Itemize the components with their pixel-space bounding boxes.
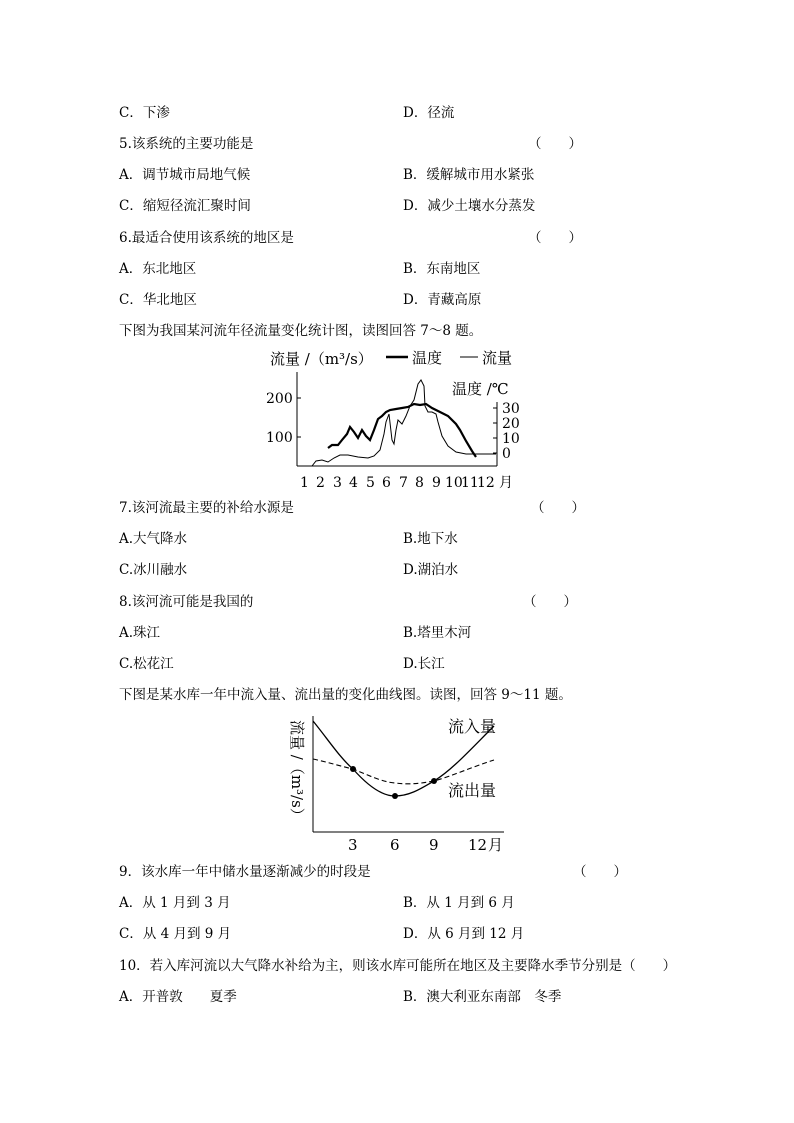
x-tick-1: 1 — [300, 475, 309, 491]
q9-stem: 9．该水库一年中储水量逐渐减少的时段是 — [119, 864, 371, 880]
outflow-label: 流出量 — [448, 781, 497, 800]
x-tick-3: 3 — [333, 475, 342, 491]
x-tick-12: 12 — [468, 836, 488, 854]
q4-option-c: C．下渗 — [119, 105, 170, 121]
x-tick-4: 4 — [349, 475, 358, 491]
right-tick-label-10: 10 — [502, 431, 520, 447]
runoff-temperature-figure — [262, 344, 532, 494]
q6-option-b: B．东南地区 — [403, 261, 481, 277]
q9-option-b: B．从 1 月到 6 月 — [403, 895, 515, 911]
q9-answer-paren: （ ） — [573, 864, 627, 880]
x-tick-2: 2 — [316, 475, 325, 491]
q7-stem: 7.该河流最主要的补给水源是 — [119, 500, 294, 516]
q7-option-c: C.冰川融水 — [119, 562, 188, 578]
q6-stem: 6.最适合使用该系统的地区是 — [119, 230, 294, 246]
right-tick-label-30: 30 — [502, 401, 520, 417]
q7-option-a: A.大气降水 — [119, 531, 188, 547]
x-tick-5: 5 — [366, 475, 375, 491]
intro-9-11: 下图是某水库一年中流入量、流出量的变化曲线图。读图，回答 9～11 题。 — [119, 687, 572, 703]
q8-option-c: C.松花江 — [119, 656, 174, 672]
q8-answer-paren: （ ） — [523, 594, 577, 610]
right-axis-label: 温度 /℃ — [452, 380, 509, 398]
q5-answer-paren: （ ） — [528, 136, 582, 152]
intersection-september — [431, 778, 437, 784]
q10-stem: 10．若入库河流以大气降水补给为主，则该水库可能所在地区及主要降水季节分别是（ ） — [119, 958, 677, 974]
q7-option-b: B.地下水 — [403, 531, 458, 547]
x-tick-3: 3 — [348, 836, 358, 854]
q5-option-c: C．缩短径流汇聚时间 — [119, 198, 251, 214]
q5-option-a: A．调节城市局地气候 — [119, 167, 251, 183]
left-tick-label-100: 100 — [266, 430, 293, 446]
q5-option-b: B．缓解城市用水紧张 — [403, 167, 535, 183]
right-tick-label-20: 20 — [502, 416, 520, 432]
q10-option-a: A．开普敦 夏季 — [119, 989, 237, 1005]
q5-option-d: D．减少土壤水分蒸发 — [403, 198, 536, 214]
q9-option-a: A．从 1 月到 3 月 — [119, 895, 231, 911]
reservoir-flow-figure — [282, 708, 512, 856]
x-unit: 月 — [499, 475, 513, 491]
inflow-label: 流入量 — [448, 717, 497, 736]
q6-option-c: C．华北地区 — [119, 292, 197, 308]
q6-option-d: D．青藏高原 — [403, 292, 482, 308]
q9-option-d: D．从 6 月到 12 月 — [403, 926, 525, 942]
right-tick-label-0: 0 — [502, 446, 511, 462]
legend-flow-label: 流量 — [482, 349, 513, 367]
q8-option-a: A.珠江 — [119, 625, 161, 641]
x-tick-9: 9 — [429, 836, 439, 854]
x-tick-10: 10 — [445, 475, 463, 491]
x-tick-6: 6 — [390, 836, 400, 854]
q9-option-c: C．从 4 月到 9 月 — [119, 926, 232, 942]
left-tick-label-200: 200 — [266, 391, 293, 407]
q8-stem: 8.该河流可能是我国的 — [119, 594, 254, 610]
intro-7-8: 下图为我国某河流年径流量变化统计图，读图回答 7～8 题。 — [119, 323, 483, 339]
q8-option-d: D.长江 — [403, 656, 445, 672]
x-tick-8: 8 — [415, 475, 424, 491]
intersection-march — [350, 766, 356, 772]
q8-option-b: B.塔里木河 — [403, 625, 472, 641]
x-unit: 月 — [488, 836, 504, 854]
left-axis-label: 流量 /（m³/s） — [270, 350, 373, 368]
y-axis-label: 流量 /（m³/s） — [288, 720, 306, 823]
x-tick-7: 7 — [399, 475, 408, 491]
x-tick-11: 11 — [461, 475, 479, 491]
q6-option-a: A．东北地区 — [119, 261, 197, 277]
temperature-curve — [328, 404, 476, 457]
x-tick-6: 6 — [382, 475, 391, 491]
q6-answer-paren: （ ） — [528, 230, 582, 246]
q7-option-d: D.湖泊水 — [403, 562, 459, 578]
q5-stem: 5.该系统的主要功能是 — [119, 136, 254, 152]
inflow-minimum-june — [392, 793, 398, 799]
legend-temp-label: 温度 — [412, 349, 443, 367]
q10-option-b: B．澳大利亚东南部 冬季 — [403, 989, 562, 1005]
q7-answer-paren: （ ） — [531, 500, 585, 516]
x-tick-12: 12 — [477, 475, 495, 491]
q4-option-d: D．径流 — [403, 105, 455, 121]
x-tick-9: 9 — [432, 475, 441, 491]
